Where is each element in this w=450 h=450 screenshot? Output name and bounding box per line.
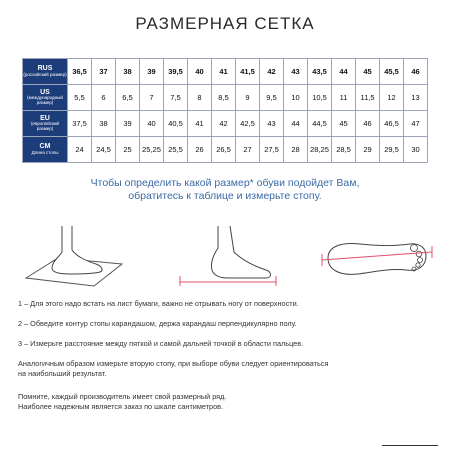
table-row-rus xyxy=(23,59,428,85)
table-cell: 46 xyxy=(404,59,428,85)
row-header-rus xyxy=(23,59,68,85)
row-label: US xyxy=(40,89,50,97)
row-sublabel: (европейский размер) xyxy=(30,121,60,132)
measurement-illustrations xyxy=(0,222,450,292)
table-cell: 6 xyxy=(92,85,116,111)
step-1: 1 – Для этого надо встать на лист бумаги, важно не отрывать ногу от поверхности. xyxy=(18,299,299,308)
table-cell: 9 xyxy=(236,85,260,111)
table-cell: 38 xyxy=(92,111,116,137)
table-cell: 10,5 xyxy=(308,85,332,111)
table-cell: 40 xyxy=(140,111,164,137)
table-cell: 12 xyxy=(380,85,404,111)
table-cell: 47 xyxy=(404,111,428,137)
row-label: EU xyxy=(40,115,50,123)
intro-line-2: обратитесь к таблице и измерьте стопу. xyxy=(128,190,322,202)
table-row-eu xyxy=(23,111,428,137)
table-cell: 40,5 xyxy=(164,111,188,137)
table-cell: 6,5 xyxy=(116,85,140,111)
table-cell: 43,5 xyxy=(308,59,332,85)
table-cell: 25,25 xyxy=(140,137,164,163)
row-label: CM xyxy=(39,143,51,151)
table-cell: 24 xyxy=(68,137,92,163)
table-cell: 46 xyxy=(356,111,380,137)
row-header-cm xyxy=(23,137,68,163)
table-cell: 39 xyxy=(140,59,164,85)
table-cell: 7,5 xyxy=(164,85,188,111)
table-cell: 9,5 xyxy=(260,85,284,111)
table-cell: 45,5 xyxy=(380,59,404,85)
table-cell: 26 xyxy=(188,137,212,163)
footprint-outline-icon xyxy=(318,230,438,286)
table-cell: 44,5 xyxy=(308,111,332,137)
table-cell: 36,5 xyxy=(68,59,92,85)
table-cell: 8 xyxy=(188,85,212,111)
table-cell: 11,5 xyxy=(356,85,380,111)
table-cell: 39 xyxy=(116,111,140,137)
foot-side-view-icon xyxy=(172,224,282,290)
table-cell: 45 xyxy=(332,111,356,137)
corner-divider xyxy=(382,445,438,446)
table-cell: 38 xyxy=(116,59,140,85)
table-cell: 28,5 xyxy=(332,137,356,163)
table-cell: 46,5 xyxy=(380,111,404,137)
table-cell: 29,5 xyxy=(380,137,404,163)
table-cell: 44 xyxy=(284,111,308,137)
table-cell: 28,25 xyxy=(308,137,332,163)
row-sublabel: (российский размер) xyxy=(23,71,67,77)
table-cell: 43 xyxy=(284,59,308,85)
row-header-us xyxy=(23,85,68,111)
row-sublabel: (международный размер) xyxy=(27,95,63,106)
table-cell: 37 xyxy=(92,59,116,85)
table-cell: 26,5 xyxy=(212,137,236,163)
table-cell: 42 xyxy=(260,59,284,85)
note-1-line-1: Аналогичным образом измерьте вторую стопу, при выборе обуви следует ориентироваться xyxy=(18,359,329,368)
table-cell: 41 xyxy=(188,111,212,137)
page-title: РАЗМЕРНАЯ СЕТКА xyxy=(135,14,315,33)
table-cell: 45 xyxy=(356,59,380,85)
table-cell: 13 xyxy=(404,85,428,111)
table-cell: 40 xyxy=(188,59,212,85)
step-2: 2 – Обведите контур стопы карандашом, держа карандаш перпендикулярно полу. xyxy=(18,319,297,328)
table-cell: 7 xyxy=(140,85,164,111)
table-cell: 25 xyxy=(116,137,140,163)
table-row-cm xyxy=(23,137,428,163)
note-2-line-2: Наиболее надежным является заказ по шкале сантиметров. xyxy=(18,402,224,411)
table-cell: 29 xyxy=(356,137,380,163)
table-cell: 41 xyxy=(212,59,236,85)
table-cell: 10 xyxy=(284,85,308,111)
table-cell: 30 xyxy=(404,137,428,163)
table-cell: 27,5 xyxy=(260,137,284,163)
table-cell: 8,5 xyxy=(212,85,236,111)
intro-text xyxy=(40,177,410,203)
foot-on-paper-icon xyxy=(18,224,128,290)
table-cell: 39,5 xyxy=(164,59,188,85)
table-cell: 27 xyxy=(236,137,260,163)
row-sublabel: Длина стопы xyxy=(31,149,59,155)
note-1-line-2: на наибольший результат. xyxy=(18,369,107,378)
table-cell: 41,5 xyxy=(236,59,260,85)
table-cell: 44 xyxy=(332,59,356,85)
table-cell: 37,5 xyxy=(68,111,92,137)
table-cell: 28 xyxy=(284,137,308,163)
table-cell: 11 xyxy=(332,85,356,111)
step-3: 3 – Измерьте расстояние между пяткой и самой дальней точкой в области пальцев. xyxy=(18,339,304,348)
table-cell: 42,5 xyxy=(236,111,260,137)
row-header-eu xyxy=(23,111,68,137)
table-cell: 5,5 xyxy=(68,85,92,111)
table-row-us xyxy=(23,85,428,111)
row-label: RUS xyxy=(37,65,53,73)
table-cell: 24,5 xyxy=(92,137,116,163)
table-cell: 42 xyxy=(212,111,236,137)
intro-line-1: Чтобы определить какой размер* обуви подойдет Вам, xyxy=(90,177,360,189)
table-cell: 25,5 xyxy=(164,137,188,163)
table-cell: 43 xyxy=(260,111,284,137)
size-table xyxy=(22,58,428,163)
note-2-line-1: Помните, каждый производитель имеет свой размерный ряд. xyxy=(18,392,227,401)
